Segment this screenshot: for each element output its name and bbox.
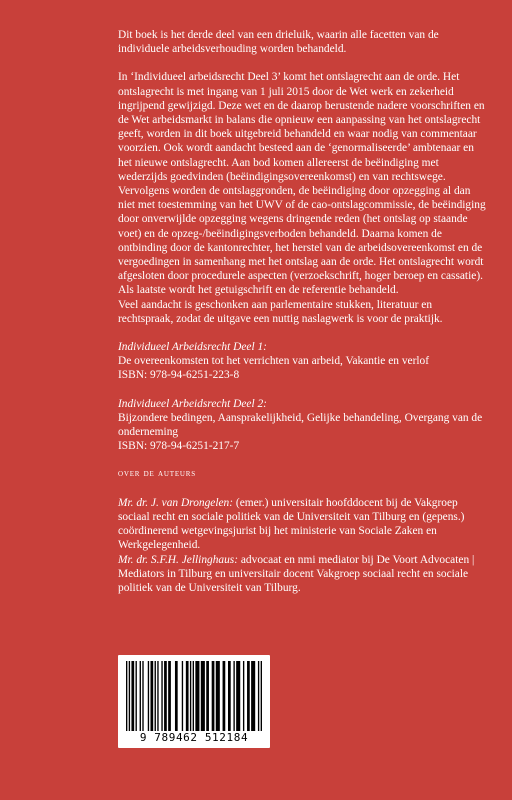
- author-name: Mr. dr. J. van Drongelen:: [118, 496, 234, 509]
- barcode-bar: [193, 661, 194, 731]
- barcode-bar: [142, 661, 143, 731]
- book-isbn: ISBN: 978-94-6251-217-7: [118, 440, 240, 453]
- barcode-bar: [148, 661, 149, 731]
- book-subjects: De overeenkomsten tot het verrichten van arbeid, Vakantie en verlof: [118, 355, 430, 368]
- sources-paragraph: Veel aandacht is geschonken aan parlementaire stukken, literatuur en rechtspraak, zodat de uitgave een nuttig naslagwerk is voor de praktijk.: [118, 298, 443, 325]
- barcode-bar: [161, 661, 162, 731]
- book-title: Individueel Arbeidsrecht Deel 1:: [118, 341, 267, 354]
- barcode-bar: [186, 661, 189, 731]
- barcode-bar: [131, 661, 134, 731]
- barcode-bar: [182, 661, 183, 731]
- barcode-bar: [251, 661, 255, 731]
- back-cover-text: [118, 28, 490, 595]
- barcode-bar: [206, 661, 209, 731]
- barcode-bar: [258, 661, 259, 731]
- barcode-bar: [129, 661, 130, 731]
- book-entry-deel-1: [118, 340, 490, 383]
- barcode-bar: [236, 661, 240, 731]
- barcode-bars: [126, 661, 262, 731]
- intro-paragraph: Dit boek is het derde deel van een drieluik, waarin alle facetten van de individuele arbeidsverhouding worden behandeld.: [118, 29, 439, 56]
- book-subjects: Bijzondere bedingen, Aansprakelijkheid, Gelijke behandeling, Overgang van de onderneming: [118, 411, 483, 439]
- barcode-bar: [233, 661, 234, 731]
- book-title: Individueel Arbeidsrecht Deel 2:: [118, 397, 267, 410]
- barcode-bar: [136, 661, 137, 731]
- barcode-bar: [223, 661, 226, 731]
- book-entry-deel-2: [118, 397, 490, 454]
- barcode-bar: [155, 661, 156, 731]
- barcode-bar: [216, 661, 220, 731]
- barcode-bar: [247, 661, 250, 731]
- barcode-bar: [175, 661, 178, 731]
- author-entry: [118, 496, 490, 553]
- barcode: [118, 655, 270, 748]
- barcode-bar: [126, 661, 127, 731]
- authors-heading: over de auteurs: [118, 468, 196, 480]
- barcode-bar: [157, 661, 158, 731]
- author-bio: (emer.) universitair hoofddocent bij de Vakgroep sociaal recht en sociale politiek van de Universiteit van Tilburg en (gepens.) coördinerend wetgevingsjurist bij het ministerie van Sociale Zaken en Werkgelegenheid.: [118, 496, 465, 552]
- author-entry: [118, 553, 490, 596]
- barcode-bar: [150, 661, 153, 731]
- book-isbn: ISBN: 978-94-6251-223-8: [118, 369, 240, 382]
- barcode-bar: [168, 661, 171, 731]
- barcode-bar: [243, 661, 244, 731]
- barcode-bar: [164, 661, 167, 731]
- author-bio: advocaat en nmi mediator bij De Voort Advocaten | Mediators in Tilburg en universitair docent Vakgroep sociaal recht en sociale politiek van de Universiteit van Tilburg.: [118, 553, 475, 594]
- barcode-bar: [140, 661, 141, 731]
- barcode-digits: 9 789462 512184: [139, 731, 249, 744]
- main-paragraph: In ‘Individueel arbeidsrecht Deel 3’ komt het ontslagrecht aan de orde. Het ontslagrecht is met ingang van 1 juli 2015 door de Wet werk en zekerheid ingrijpend gewijzigd. Deze wet en de daarop berustende nadere voorschriften en de Wet arbeidsmarkt in balans die opnieuw een aanpassing van het ontslagrecht geeft, worden in dit boek uitgebreid behandeld en waar nodig van commentaar voorzien. Ook wordt aandacht besteed aan de ‘genormaliseerde’ ambtenaar en het nieuwe ontslagrecht. Aan bod komen allereerst de beëindiging met wederzijds goedvinden (beëindigingsovereenkomst) en van rechtswege. Vervolgens worden de ontslaggronden, de beëindiging door opzegging al dan niet met toestemming van het UWV of de cao-ontslagcommissie, de beëindiging door onverwijlde opzegging wegens dringende reden (het ontslag op staande voet) en de opzeg-/beëindigingsverboden behandeld. Daarna komen de ontbinding door de kantonrechter, het herstel van de arbeidsovereenkomst en de vergoedingen in samenhang met het ontslag aan de orde. Het ontslagrecht wordt afgesloten door procedurele aspecten (verzoekschrift, hoger beroep en cassatie). Als laatste wordt het getuigschrift en de referentie behandeld.: [118, 71, 486, 297]
- barcode-bar: [228, 661, 231, 731]
- barcode-bar: [201, 661, 205, 731]
- barcode-bar: [190, 661, 191, 731]
- barcode-bar: [195, 661, 199, 731]
- barcode-bar: [261, 661, 262, 731]
- author-name: Mr. dr. S.F.H. Jellinghaus:: [118, 553, 239, 566]
- barcode-bar: [212, 661, 215, 731]
